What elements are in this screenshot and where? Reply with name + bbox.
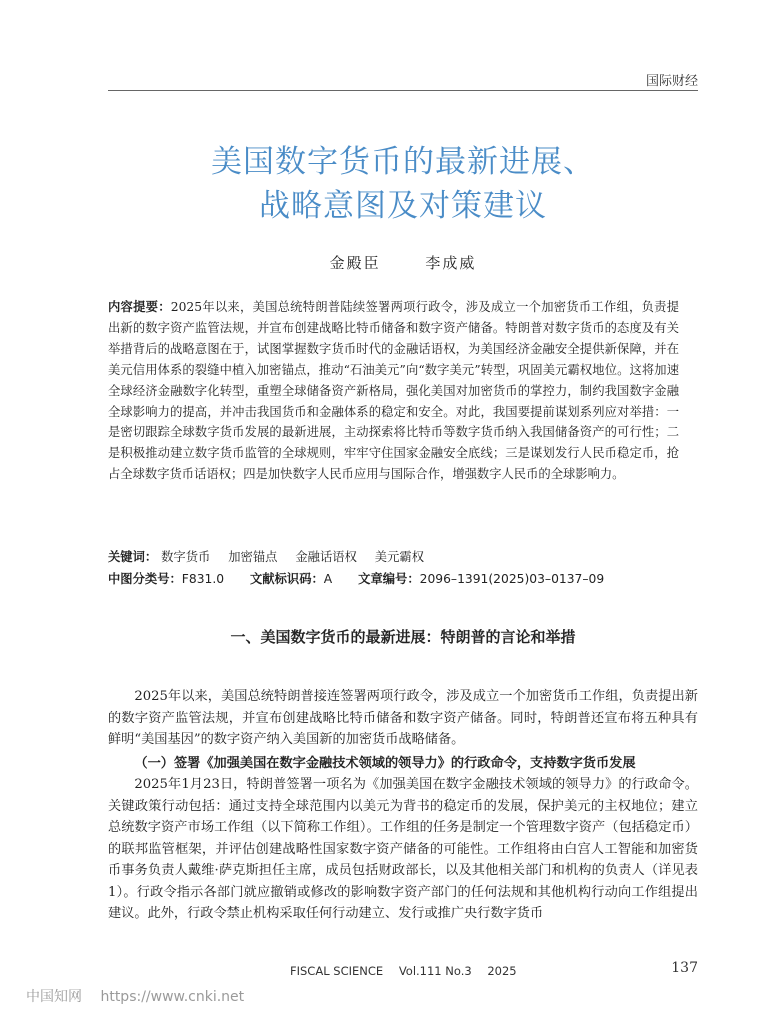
abstract-label: 内容提要： — [108, 300, 171, 314]
article-title — [108, 140, 698, 228]
doc-code-item — [250, 572, 332, 586]
journal-year: 2025 — [487, 964, 517, 978]
abstract-text: 2025年以来，美国总统特朗普陆续签署两项行政令，涉及成立一个加密货币工作组，负责提出新的数字资产监管法规，并宣布创建战略比特币储备和数字资产储备。特朗普对数字货币的态度及有关举措背后的战略意图在于，试图掌握数字货币时代的金融话语权，为美国经济金融安全提供新保障，并在美元信用体系的裂缝中植入加密锚点，推动“石油美元”向“数字美元”转型，巩固美元霸权地位。这将加速全球经济金融数字化转型，重塑全球储备资产新格局，强化美国对加密货币的掌控力，制约我国数字金融全球影响力的提高，并冲击我国货币和金融体系的稳定和安全。对此，我国要提前谋划系列应对举措：一是密切跟踪全球数字货币发展的最新进展，主动探索将比特币等数字货币纳入我国储备资产的可行性；二是积极推动建立数字货币监管的全球规则，牢牢守住国家金融安全底线；三是谋划发行人民币稳定币，抢占全球数字货币话语权；四是加快数字人民币应用与国际合作，增强数字人民币的全球影响力。 — [108, 300, 679, 482]
page-number: 137 — [671, 960, 698, 976]
watermark-brand: 中国知网 — [26, 989, 82, 1005]
journal-volume: Vol.111 No.3 — [398, 964, 472, 978]
journal-name: FISCAL SCIENCE — [290, 964, 384, 978]
keyword: 美元霸权 — [374, 550, 424, 564]
section-heading: 一、美国数字货币的最新进展：特朗普的言论和举措 — [230, 628, 576, 646]
doc-code-label: 文献标识码： — [250, 572, 324, 586]
keyword: 金融话语权 — [295, 550, 357, 564]
title-line-1: 美国数字货币的最新进展、 — [211, 144, 595, 180]
author-name: 金殿臣 — [329, 254, 381, 272]
keywords-line — [108, 547, 679, 567]
article-no-item — [358, 572, 604, 586]
body-paragraph: 2025年以来，美国总统特朗普接连签署两项行政令，涉及成立一个加密货币工作组，负责提出新的数字资产监管法规，并宣布创建战略比特币储备和数字资产储备。同时，特朗普还宣布将五种具有鲜明“美国基因”的数字资产纳入美国新的加密货币战略储备。 — [108, 689, 698, 747]
title-line-2: 战略意图及对策建议 — [259, 188, 547, 224]
header-rule — [108, 90, 698, 91]
section-label: 国际财经 — [645, 74, 698, 89]
clc-label: 中图分类号： — [108, 572, 182, 586]
body-paragraph: 2025年1月23日，特朗普签署一项名为《加强美国在数字金融技术领域的领导力》的行政命令。关键政策行动包括：通过支持全球范围内以美元为背书的稳定币的发展，保护美元的主权地位；建立总统数字资产市场工作组（以下简称工作组）。工作组的任务是制定一个管理数字资产（包括稳定币）的联邦监管框架，并评估创建战略性国家数字资产储备的可能性。工作组将由白宫人工智能和加密货币事务负责人戴维·萨克斯担任主席，成员包括财政部长，以及其他相关部门和机构的负责人（详见表1）。行政令指示各部门就应撤销或修改的影响数字资产部门的任何法规和其他机构行动向工作组提出建议。此外，行政令禁止机构采取任何行动建立、发行或推广央行数字货币 — [108, 777, 698, 921]
abstract — [108, 297, 679, 485]
article-no-label: 文章编号： — [358, 572, 420, 586]
author-name: 李成威 — [425, 254, 477, 272]
author-list — [108, 252, 698, 273]
subsection-heading: （一）签署《加强美国在数字金融技术领域的领导力》的行政命令，支持数字货币发展 — [134, 756, 636, 771]
watermark-url[interactable]: https://www.cnki.net — [100, 989, 245, 1005]
clc-value: F831.0 — [181, 572, 225, 586]
classification-line — [108, 569, 698, 589]
keyword: 加密锚点 — [228, 550, 278, 564]
article-no-value: 2096–1391(2025)03–0137–09 — [419, 572, 605, 586]
cnki-watermark[interactable] — [26, 986, 244, 1006]
doc-code-value: A — [323, 572, 333, 586]
keyword: 数字货币 — [161, 550, 211, 564]
clc-item — [108, 572, 224, 586]
keywords-label: 关键词： — [108, 550, 158, 564]
footer-journal-info — [290, 964, 529, 978]
